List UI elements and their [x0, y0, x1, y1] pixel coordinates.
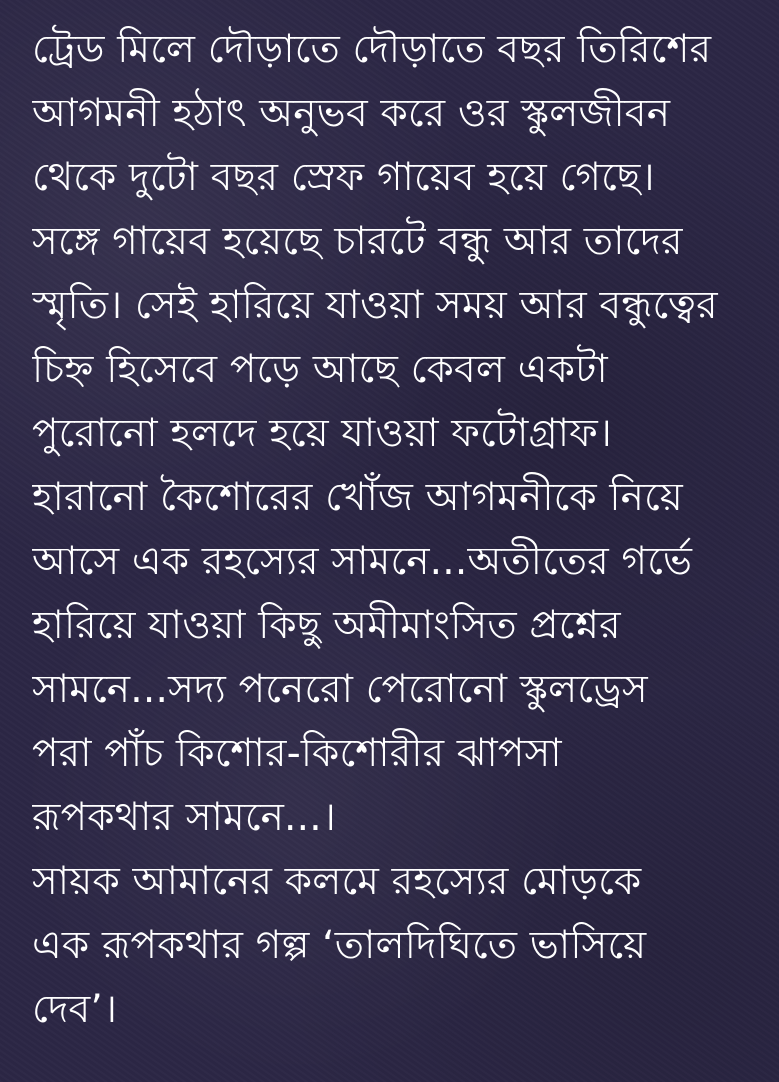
- blurb-line: আগমনী হঠাৎ অনুভব করে ওর স্কুলজীবন: [32, 91, 671, 136]
- blurb-text: [32, 18, 759, 1042]
- blurb-line: সামনে...সদ্য পনেরো পেরোনো স্কুলড্রেস: [32, 667, 648, 712]
- blurb-line: স্মৃতি। সেই হারিয়ে যাওয়া সময় আর বন্ধুত্বের: [32, 283, 718, 328]
- blurb-line: চিহ্ন হিসেবে পড়ে আছে কেবল একটা: [32, 347, 608, 392]
- blurb-line: দেব’।: [32, 987, 118, 1032]
- blurb-line: পরা পাঁচ কিশোর-কিশোরীর ঝাপসা: [32, 731, 562, 776]
- blurb-line: থেকে দুটো বছর স্রেফ গায়েব হয়ে গেছে।: [32, 155, 655, 200]
- blurb-line: আসে এক রহস্যের সামনে...অতীতের গর্ভে: [32, 539, 693, 584]
- blurb-line: পুরোনো হলদে হয়ে যাওয়া ফটোগ্রাফ।: [32, 411, 613, 456]
- blurb-line: এক রূপকথার গল্প ‘তালদিঘিতে ভাসিয়ে: [32, 923, 647, 968]
- blurb-line: হারানো কৈশোরের খোঁজ আগমনীকে নিয়ে: [32, 475, 683, 520]
- blurb-line: রূপকথার সামনে...।: [32, 795, 336, 840]
- blurb-line: হারিয়ে যাওয়া কিছু অমীমাংসিত প্রশ্নের: [32, 603, 621, 648]
- blurb-line: সায়ক আমানের কলমে রহস্যের মোড়কে: [32, 859, 642, 904]
- blurb-line: সঙ্গে গায়েব হয়েছে চারটে বন্ধু আর তাদের: [32, 219, 683, 264]
- blurb-line: ট্রেড মিলে দৌড়াতে দৌড়াতে বছর তিরিশের: [32, 27, 712, 72]
